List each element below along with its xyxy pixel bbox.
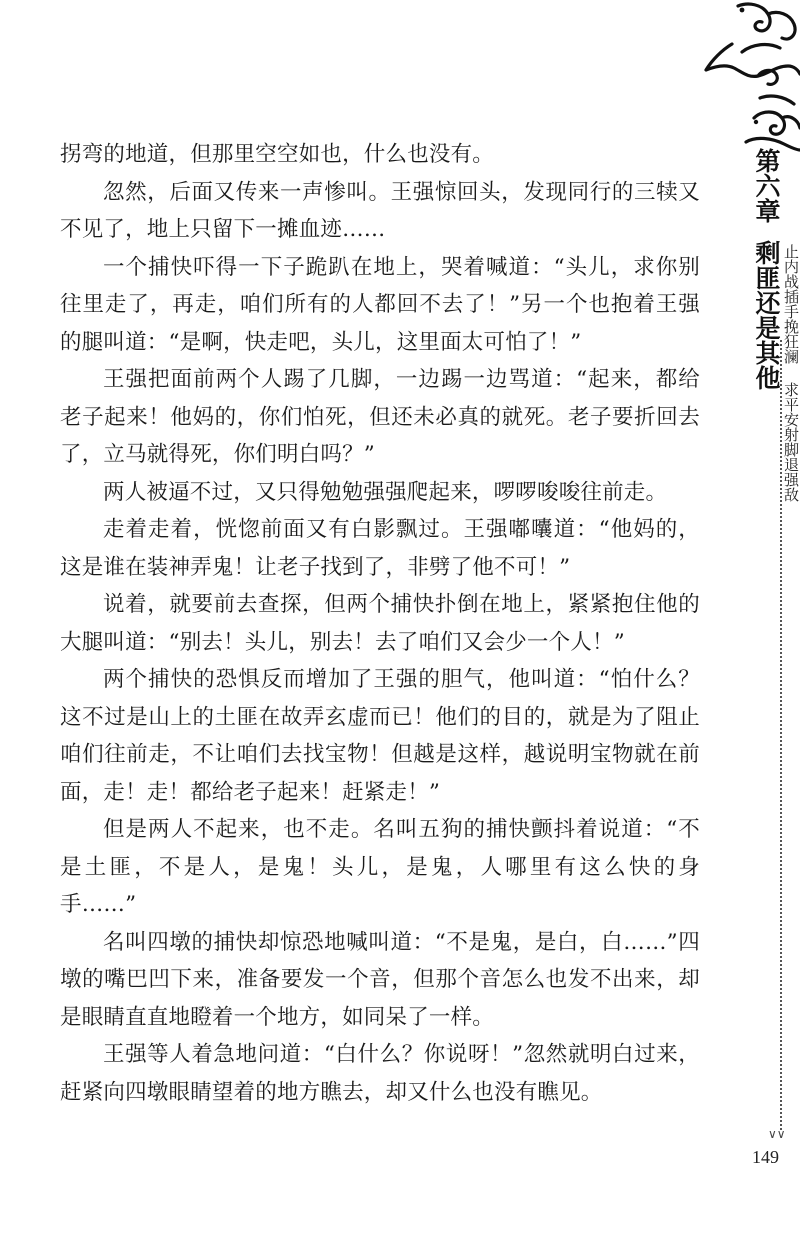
paragraph: 一个捕快吓得一下子跪趴在地上，哭着喊道：“头儿，求你别往里走了，再走，咱们所有的人都回不去了！”另一个也抱着王强的腿叫道：“是啊，快走吧，头儿，这里面太可怕了！” bbox=[60, 254, 700, 355]
page-number: 149 bbox=[752, 1147, 779, 1167]
chapter-subtitle-second: 求平安射脚退强敌 bbox=[782, 382, 800, 502]
paragraph: 但是两人不起来，也不走。名叫五狗的捕快颤抖着说道：“不是土匪，不是人，是鬼！头儿，是鬼，人哪里有这么快的身手……” bbox=[60, 817, 700, 917]
cloud-ornament-icon bbox=[702, 0, 800, 160]
body-text bbox=[60, 136, 700, 1111]
running-header bbox=[746, 0, 800, 1243]
paragraph: 两人被逼不过，又只得勉勉强强爬起来，啰啰唆唆往前走。 bbox=[103, 479, 668, 505]
paragraph: 王强等人着急地问道：“白什么？你说呀！”忽然就明白过来，赶紧向四墩眼睛望着的地方瞧去，却又什么也没有瞧见。 bbox=[60, 1042, 700, 1105]
chapter-number: 第六章 bbox=[752, 148, 781, 223]
paragraph: 两个捕快的恐惧反而增加了王强的胆气，他叫道：“怕什么？这不过是山上的土匪在故弄玄虚而已！他们的目的，就是为了阻止咱们往前走，不让咱们去找宝物！但越是这样，越说明宝物就在前面，走！走！都给老子起来！赶紧走！” bbox=[60, 667, 700, 805]
paragraph: 走着走着，恍惚前面又有白影飘过。王强嘟囔道：“他妈的，这是谁在装神弄鬼！让老子找到了，非劈了他不可！” bbox=[60, 517, 700, 580]
chapter-title: 剩匪还是其他 bbox=[752, 240, 781, 390]
chevron-down-icon: ∨∨ bbox=[768, 1127, 786, 1141]
chapter-subtitle-first: 止内战插手挽狂澜 bbox=[782, 244, 800, 364]
dotted-rule bbox=[780, 340, 784, 1130]
paragraph: 说着，就要前去查探，但两个捕快扑倒在地上，紧紧抱住他的大腿叫道：“别去！头儿，别去！去了咱们又会少一个人！” bbox=[60, 592, 700, 655]
paragraph-continued: 拐弯的地道，但那里空空如也，什么也没有。 bbox=[60, 142, 495, 167]
paragraph: 名叫四墩的捕快却惊恐地喊叫道：“不是鬼，是白，白……”四墩的嘴巴凹下来，准备要发一个音，但那个音怎么也发不出来，却是眼睛直直地瞪着一个地方，如同呆了一样。 bbox=[60, 929, 700, 1030]
paragraph: 忽然，后面又传来一声惨叫。王强惊回头，发现同行的三犊又不见了，地上只留下一摊血迹…… bbox=[60, 179, 700, 242]
paragraph: 王强把面前两个人踢了几脚，一边踢一边骂道：“起来，都给老子起来！他妈的，你们怕死，但还未必真的就死。老子要折回去了，立马就得死，你们明白吗？” bbox=[60, 367, 700, 467]
